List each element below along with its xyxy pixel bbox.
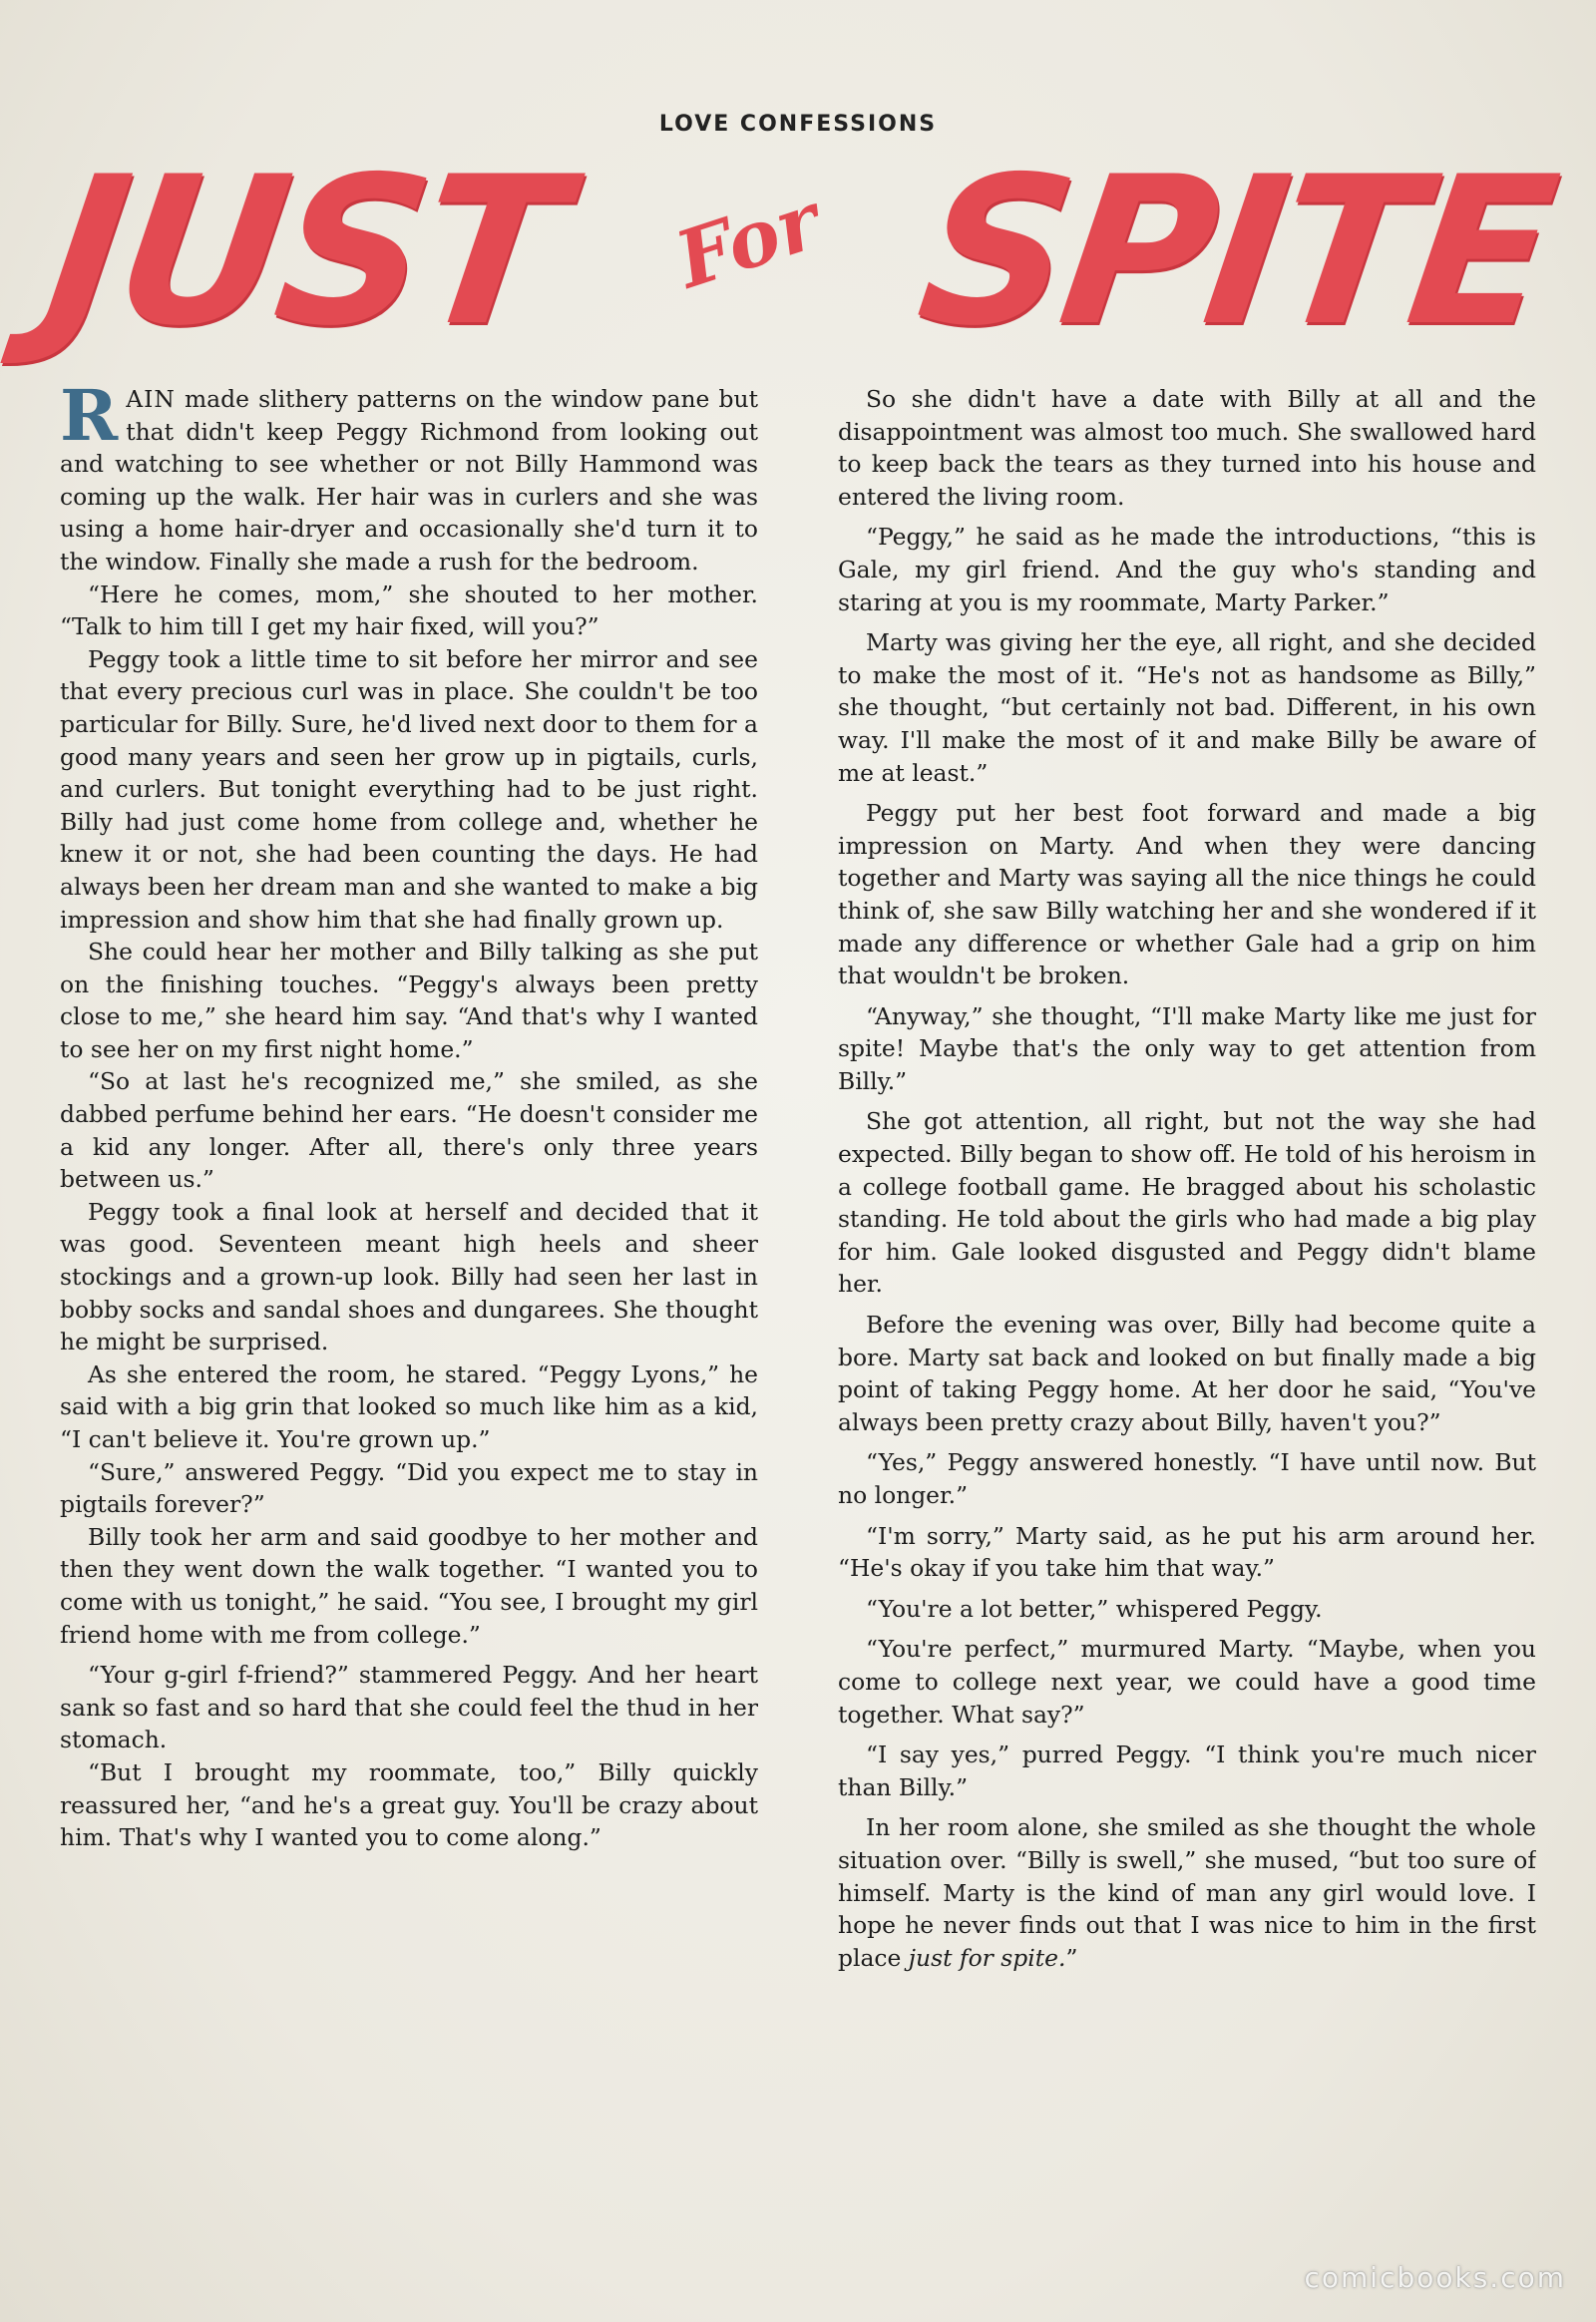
paragraph: “Anyway,” she thought, “I'll make Marty like me just for spite! Maybe that's the only way to get attention from Billy.” — [838, 1001, 1536, 1095]
paragraph: “You're a lot better,” whispered Peggy. — [866, 1594, 1323, 1623]
paragraph: “Here he comes, mom,” she shouted to her mother. “Talk to him till I get my hair fixed, will you?” — [60, 580, 758, 641]
italic-phrase: just for spite. — [908, 1943, 1066, 1972]
paragraph: She could hear her mother and Billy talking as she put on the finishing touches. “Peggy's always been pretty close to me,” she heard him say. “And that's why I wanted to see her on my first night home.” — [60, 938, 758, 1063]
paragraph: “Sure,” answered Peggy. “Did you expect me to stay in pigtails forever?” — [60, 1457, 758, 1519]
paragraph: So she didn't have a date with Billy at all and the disappointment was almost too much. She swallowed hard to keep back the tears as they turned into his house and entered the living room. — [838, 385, 1536, 511]
closing-quote: ” — [1065, 1943, 1078, 1972]
paragraph: “But I brought my roommate, too,” Billy quickly reassured her, “and he's a great guy. You'll be crazy about him. That's why I wanted you to come along.” — [60, 1757, 758, 1852]
headline-word-for: For — [665, 175, 831, 307]
left-column — [60, 383, 758, 2218]
paragraph-final — [838, 1811, 1536, 1974]
paragraph: “You're perfect,” murmured Marty. “Maybe, when you come to college next year, we could have a good time together. What say?” — [838, 1635, 1536, 1729]
paragraph: Billy took her arm and said goodbye to her mother and then they went down the walk together. “I wanted you to come with us tonight,” he said. “You see, I brought my girl friend home with me from college.” — [60, 1522, 758, 1649]
story-headline — [33, 134, 1563, 371]
paragraph: Peggy took a little time to sit before her mirror and see that every precious curl was in place. She couldn't be too particular for Billy. Sure, he'd lived next door to them for a good many years and seen her grow up in pigtails, curls, and curlers. But tonight everything had to be just right. Billy had just come home from college and, whether he knew it or not, she had been counting the days. He had always been her dream man and she wanted to make a big impression and show him that she had finally grown up. — [60, 644, 758, 934]
paragraph: Before the evening was over, Billy had become quite a bore. Marty sat back and looked on but finally made a big point of taking Peggy home. At her door he said, “You've always been pretty crazy about Billy, haven't you?” — [838, 1311, 1536, 1436]
paragraph-text: In her room alone, she smiled as she thought the whole situation over. “Billy is swell,” she mused, “but too sure of himself. Marty is the kind of man any girl would love. I hope he never finds out that I was nice to him in the first place — [838, 1813, 1536, 1972]
magazine-title: LOVE CONFESSIONS — [658, 112, 938, 137]
site-watermark: comicbooks.com — [1304, 2261, 1566, 2294]
drop-cap: R — [60, 383, 119, 457]
headline-word-just: JUST — [33, 134, 572, 371]
paragraph: “So at last he's recognized me,” she smiled, as she dabbed perfume behind her ears. “He doesn't consider me a kid any longer. After all, there's only three years between us.” — [60, 1067, 758, 1194]
first-word-rest: AIN — [126, 385, 176, 413]
paragraph: Marty was giving her the eye, all right, and she decided to make the most of it. “He's not as handsome as Billy,” she thought, “but certainly not bad. Different, in his own way. I'll make the most of it and make Billy be aware of me at least.” — [838, 628, 1536, 787]
paragraph: “I say yes,” purred Peggy. “I think you're much nicer than Billy.” — [838, 1741, 1536, 1801]
paragraph — [60, 383, 758, 579]
paragraph-text: made slithery patterns on the window pane but that didn't keep Peggy Richmond from looking out and watching to see whether or not Billy Hammond was coming up the walk. Her hair was in curlers and she was using a home hair-dryer and occasionally she'd turn it to the window. Finally she made a rush for the bedroom. — [60, 385, 758, 576]
paragraph: Peggy took a final look at herself and decided that it was good. Seventeen meant high heels and sheer stockings and a grown-up look. Billy had seen her last in bobby socks and sandal shoes and dungarees. She thought he might be surprised. — [60, 1197, 758, 1356]
right-column — [838, 383, 1536, 2218]
paragraph: Peggy put her best foot forward and made a big impression on Marty. And when they were dancing together and Marty was saying all the nice things he could think of, she saw Billy watching her and she wondered if it made any difference or whether Gale had a grip on him that wouldn't be broken. — [838, 799, 1536, 990]
paragraph: She got attention, all right, but not the way she had expected. Billy began to show off. He told of his heroism in a college football game. He bragged about his scholastic standing. He told about the girls who had made a big play for him. Gale looked disgusted and Peggy didn't blame her. — [838, 1107, 1536, 1299]
paragraph: “Peggy,” he said as he made the introductions, “this is Gale, my girl friend. And the guy who's standing and staring at you is my roommate, Marty Parker.” — [838, 523, 1536, 616]
paragraph: “I'm sorry,” Marty said, as he put his arm around her. “He's okay if you take him that way.” — [838, 1521, 1536, 1583]
paragraph: “Your g-girl f-friend?” stammered Peggy. And her heart sank so fast and so hard that she could feel the thud in her stomach. — [60, 1661, 758, 1754]
paragraph: As she entered the room, he stared. “Peggy Lyons,” he said with a big grin that looked so much like him as a kid, “I can't believe it. You're grown up.” — [60, 1359, 758, 1453]
paragraph: “Yes,” Peggy answered honestly. “I have until now. But no longer.” — [838, 1448, 1536, 1509]
headline-word-spite: SPITE — [907, 134, 1563, 371]
story-body — [60, 383, 1536, 2218]
